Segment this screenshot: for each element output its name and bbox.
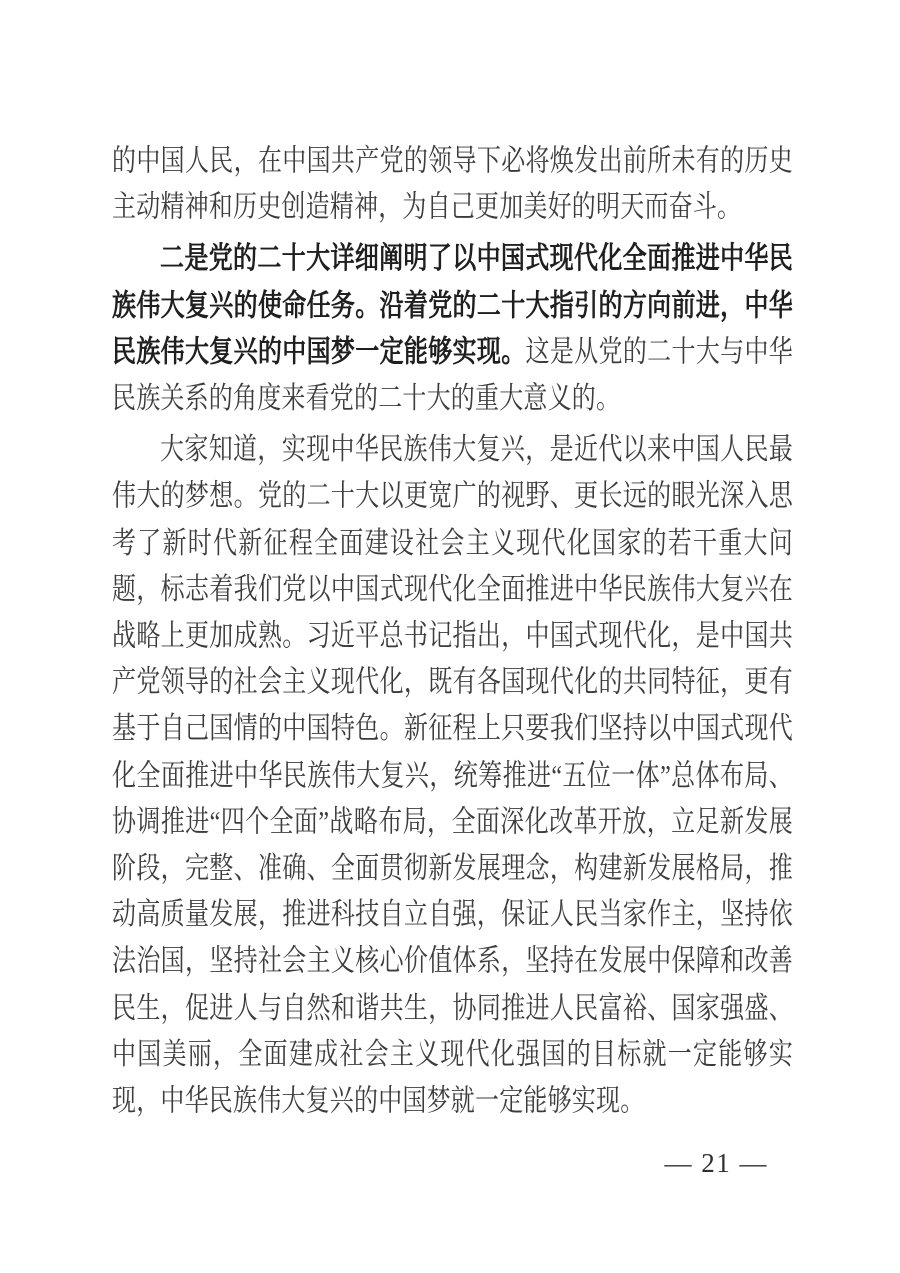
document-body	[112, 139, 793, 1126]
page-number: — 21 —	[664, 1148, 768, 1178]
page-footer	[0, 1148, 900, 1188]
paragraph-text: 大家知道，实现中华民族伟大复兴，是近代以来中国人民最伟大的梦想。党的二十大以更宽广的视野、更长远的眼光深入思考了新时代新征程全面建设社会主义现代化国家的若干重大问题，标志着我们党以中国式现代化全面推进中华民族伟大复兴在战略上更加成熟。习近平总书记指出，中国式现代化，是中国共产党领导的社会主义现代化，既有各国现代化的共同特征，更有基于自己国情的中国特色。新征程上只要我们坚持以中国式现代化全面推进中华民族伟大复兴，统筹推进“五位一体”总体布局、协调推进“四个全面”战略布局，全面深化改革开放，立足新发展阶段，完整、准确、全面贯彻新发展理念，构建新发展格局，推动高质量发展，推进科技自立自强，保证人民当家作主，坚持依法治国，坚持社会主义核心价值体系，坚持在发展中保障和改善民生，促进人与自然和谐共生，协同推进人民富裕、国家强盛、中国美丽，全面建成社会主义现代化强国的目标就一定能够实现，中华民族伟大复兴的中国梦就一定能够实现。	[112, 434, 793, 1118]
paragraph-body	[112, 428, 793, 1126]
paragraph-continuation	[112, 139, 793, 232]
paragraph-key-point	[112, 237, 793, 423]
paragraph-text: 这是从党的二十大与中华民族关系的角度来看党的二十大的重大意义的。	[112, 336, 794, 416]
paragraph-text: 的中国人民，在中国共产党的领导下必将焕发出前所未有的历史主动精神和历史创造精神，为自己更加美好的明天而奋斗。	[112, 145, 793, 225]
key-point-bold-text: 二是党的二十大详细阐明了以中国式现代化全面推进中华民族伟大复兴的使命任务。沿着党的二十大指引的方向前进，中华民族伟大复兴的中国梦一定能够实现。	[112, 243, 793, 369]
